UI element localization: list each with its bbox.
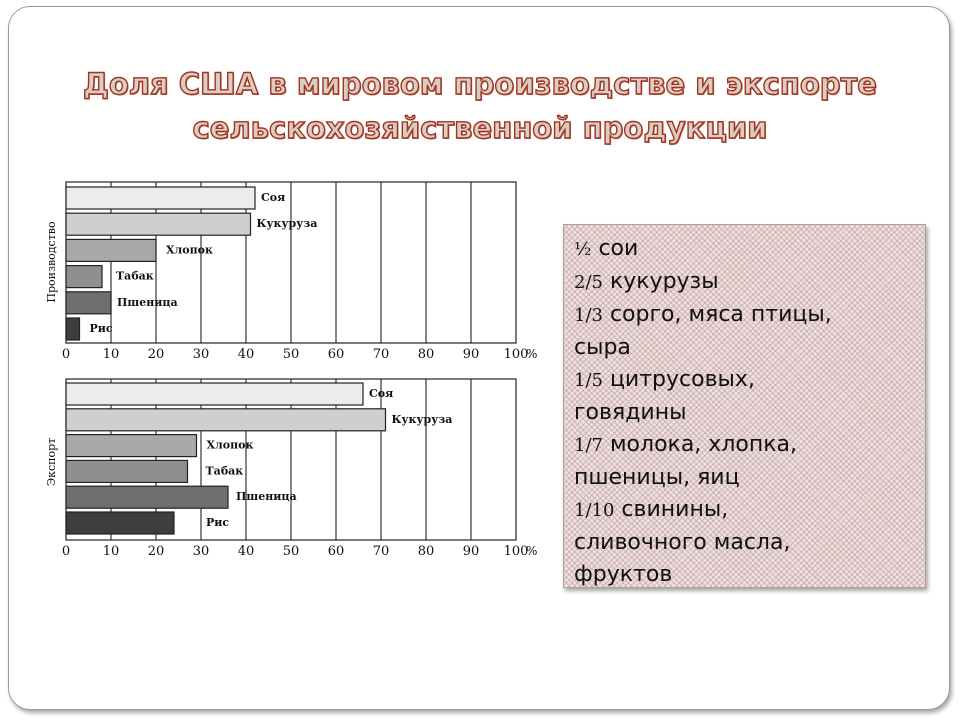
bar-label: Соя (261, 191, 286, 204)
bar-label: Табак (205, 464, 244, 478)
y-axis-label: Производство (45, 221, 58, 303)
fact-text: пшеницы, яиц (574, 465, 740, 490)
bar-label: Пшеница (117, 295, 178, 309)
x-tick-label: 10 (102, 347, 120, 362)
bar-1 (66, 213, 251, 235)
bar-0 (66, 383, 363, 405)
bar-label: Хлопок (206, 438, 254, 452)
bar-label: Рис (206, 516, 230, 529)
y-axis-label: Экспорт (45, 437, 58, 487)
facts-line (574, 494, 919, 527)
bar-label: Кукуруза (256, 217, 318, 231)
fraction-label: 1/10 (574, 500, 615, 521)
facts-line (574, 559, 919, 591)
fact-text: говядины (574, 400, 687, 425)
x-tick-label: 60 (327, 347, 345, 362)
fraction-label: 1/3 (574, 305, 603, 326)
x-tick-label: 30 (192, 544, 210, 559)
fact-text: сыра (574, 335, 631, 360)
x-tick-label: 50 (282, 347, 300, 362)
fact-text: цитрусовых, (602, 367, 755, 392)
x-tick-label: 60 (327, 544, 345, 559)
fact-text: сои (591, 236, 639, 261)
chart-production (45, 182, 537, 362)
facts-line (574, 397, 919, 429)
fact-text: фруктов (574, 562, 673, 587)
bar-0 (66, 187, 255, 209)
bar-2 (66, 239, 156, 261)
x-tick-label: 100 (503, 544, 529, 559)
x-tick-label: 20 (147, 544, 165, 559)
x-tick-label: 80 (417, 347, 435, 362)
x-unit-label: % (526, 347, 538, 361)
fraction-label: ½ (574, 239, 592, 260)
x-tick-label: 50 (282, 544, 300, 559)
facts-line (574, 364, 919, 397)
facts-line (574, 462, 919, 494)
facts-line (574, 233, 919, 266)
facts-textbox (563, 224, 926, 588)
facts-line (574, 527, 919, 559)
fact-text: свинины, (614, 497, 729, 522)
bar-label: Рис (89, 322, 113, 335)
facts-line (574, 266, 919, 299)
x-tick-label: 0 (61, 544, 71, 559)
bar-1 (66, 409, 386, 431)
x-tick-label: 30 (192, 347, 210, 362)
x-tick-label: 20 (147, 347, 165, 362)
bar-5 (66, 512, 174, 534)
bar-5 (66, 318, 80, 340)
x-tick-label: 90 (462, 544, 480, 559)
x-unit-label: % (526, 544, 538, 558)
fraction-label: 1/5 (574, 370, 603, 391)
title-line-2: сельскохозяйственной продукции (192, 111, 768, 145)
facts-line (574, 332, 919, 364)
fraction-label: 1/7 (574, 435, 603, 456)
bar-3 (66, 460, 188, 482)
facts-line (574, 299, 919, 332)
bar-4 (66, 486, 228, 508)
bar-label: Хлопок (166, 243, 213, 257)
fraction-label: 2/5 (574, 272, 603, 293)
x-tick-label: 70 (372, 544, 390, 559)
bar-label: Кукуруза (391, 412, 453, 426)
bar-label: Соя (369, 387, 394, 400)
bar-label: Табак (116, 269, 154, 283)
fact-text: сорго, мяса птицы, (602, 302, 832, 327)
bar-2 (66, 435, 197, 457)
fact-text: кукурузы (602, 269, 719, 294)
x-tick-label: 100 (503, 347, 529, 362)
x-tick-label: 70 (372, 347, 390, 362)
x-tick-label: 40 (237, 347, 255, 362)
x-tick-label: 40 (237, 544, 255, 559)
x-tick-label: 10 (102, 544, 120, 559)
fact-text: молока, хлопка, (602, 432, 797, 457)
fact-text: сливочного масла, (574, 530, 791, 555)
facts-lines (574, 233, 919, 591)
bar-3 (66, 266, 102, 288)
x-tick-label: 0 (61, 347, 71, 362)
x-tick-label: 80 (417, 544, 435, 559)
bar-label: Пшеница (236, 490, 297, 504)
bar-4 (66, 292, 111, 314)
facts-line (574, 429, 919, 462)
chart-export (45, 379, 537, 559)
x-tick-label: 90 (462, 347, 480, 362)
title-line-1: Доля США в мировом производстве и экспорте (83, 67, 877, 101)
